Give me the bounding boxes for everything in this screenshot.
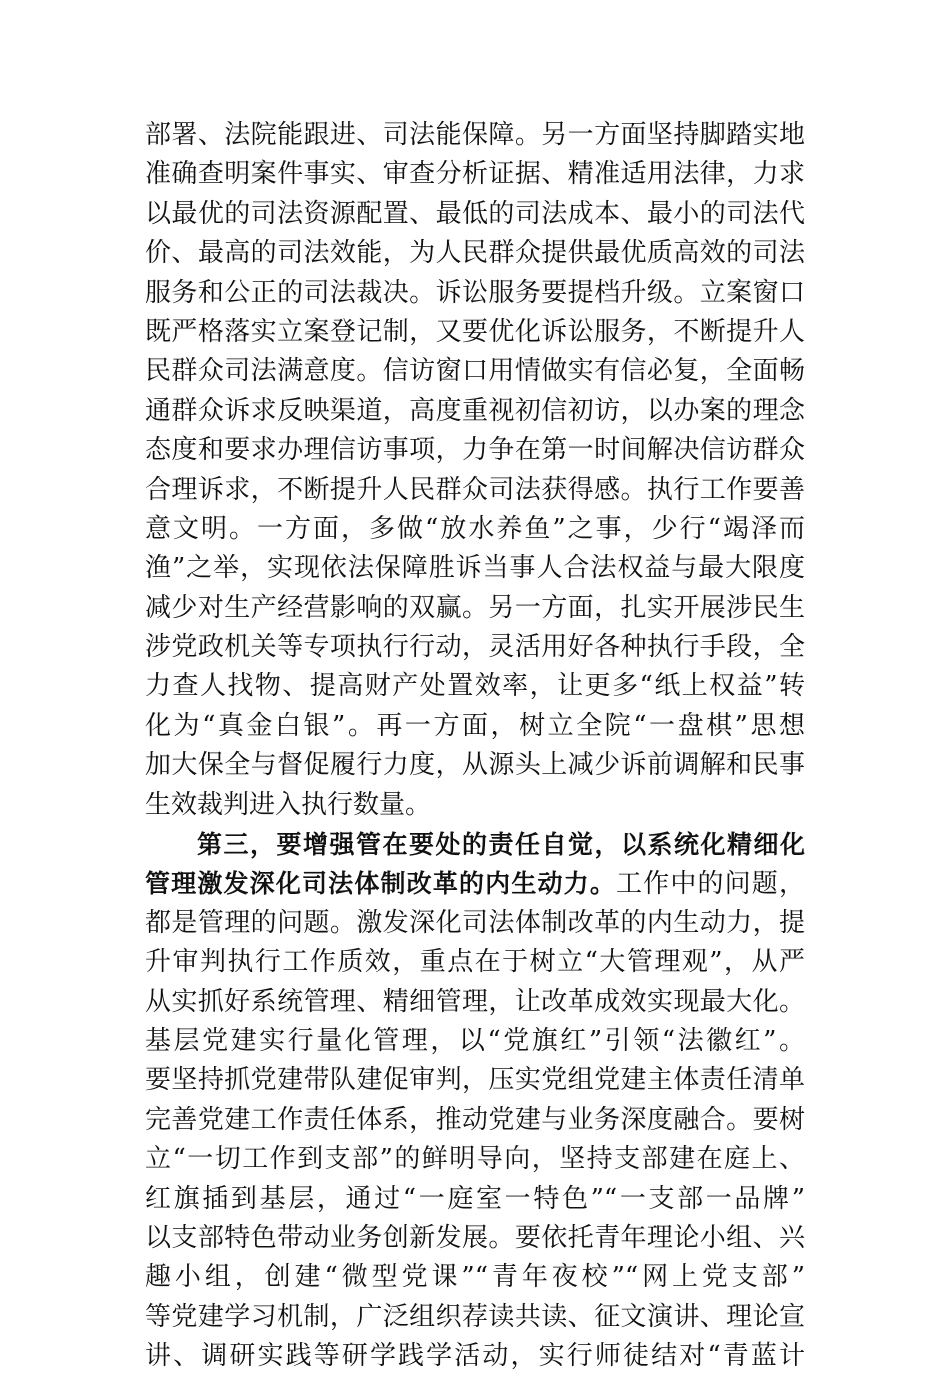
- text-line: 以支部特色带动业务创新发展。要依托青年理论小组、兴: [145, 1222, 805, 1253]
- text-line: 加大保全与督促履行力度，从源头上减少诉前调解和民事: [145, 750, 805, 781]
- section-heading-bold: 管理激发深化司法体制改革的内生动力。: [145, 869, 616, 899]
- body-text: [145, 116, 805, 1377]
- text-line: 从实抓好系统管理、精细管理，让改革成效实现最大化。: [145, 986, 805, 1017]
- text-line: 完善党建工作责任体系，推动党建与业务深度融合。要树: [145, 1104, 805, 1135]
- text-line: 等党建学习机制，广泛组织荐读共读、征文演讲、理论宣: [145, 1301, 805, 1332]
- text-line: 力查人找物、提高财产处置效率，让更多“纸上权益”转: [145, 671, 805, 702]
- text-line: 合理诉求，不断提升人民群众司法获得感。执行工作要善: [145, 474, 805, 505]
- text-line: 趣小组，创建“微型党课”“青年夜校”“网上党支部”: [145, 1262, 805, 1293]
- text-line: 服务和公正的司法裁决。诉讼服务要提档升级。立案窗口: [145, 277, 805, 308]
- text-line: 态度和要求办理信访事项，力争在第一时间解决信访群众: [145, 435, 805, 466]
- text-line: 升审判执行工作质效，重点在于树立“大管理观”，从严: [145, 947, 805, 978]
- text-line: 价、最高的司法效能，为人民群众提供最优质高效的司法: [145, 238, 805, 269]
- section-heading: 第三，要增强管在要处的责任自觉，以系统化精细化: [197, 830, 805, 860]
- text-line: 部署、法院能跟进、司法能保障。另一方面坚持脚踏实地: [145, 120, 805, 150]
- text-line: 立“一切工作到支部”的鲜明导向，坚持支部建在庭上、: [145, 1144, 805, 1175]
- text-line: 减少对生产经营影响的双赢。另一方面，扎实开展涉民生: [145, 592, 805, 623]
- text-line: 要坚持抓党建带队建促审判，压实党组党建主体责任清单: [145, 1065, 805, 1096]
- text-line: 都是管理的问题。激发深化司法体制改革的内生动力，提: [145, 907, 805, 938]
- text-line: 化为“真金白银”。再一方面，树立全院“一盘棋”思想: [145, 710, 805, 741]
- text-line: 民群众司法满意度。信访窗口用情做实有信必复，全面畅: [145, 356, 805, 387]
- text-line: 生效裁判进入执行数量。: [145, 789, 432, 820]
- text-line: 基层党建实行量化管理，以“党旗红”引领“法徽红”。: [145, 1025, 805, 1056]
- text-line: 渔”之举，实现依法保障胜诉当事人合法权益与最大限度: [145, 553, 805, 584]
- text-line: 涉党政机关等专项执行行动，灵活用好各种执行手段，全: [145, 632, 805, 663]
- text-line: 意文明。一方面，多做“放水养鱼”之事，少行“竭泽而: [145, 513, 805, 544]
- text-line: 讲、调研实践等研学践学活动，实行师徒结对“青蓝计: [145, 1341, 805, 1372]
- text-line: 既严格落实立案登记制，又要优化诉讼服务，不断提升人: [145, 316, 805, 347]
- text-line: 以最优的司法资源配置、最低的司法成本、最小的司法代: [145, 198, 805, 229]
- text-line: 通群众诉求反映渠道，高度重视初信初访，以办案的理念: [145, 395, 805, 426]
- text-line: 准确查明案件事实、审查分析证据、精准适用法律，力求: [145, 159, 805, 190]
- text-run: 工作中的问题，: [615, 869, 805, 900]
- section-heading-continuation: [145, 864, 805, 903]
- text-line: 红旗插到基层，通过“一庭室一特色”“一支部一品牌”: [145, 1183, 805, 1214]
